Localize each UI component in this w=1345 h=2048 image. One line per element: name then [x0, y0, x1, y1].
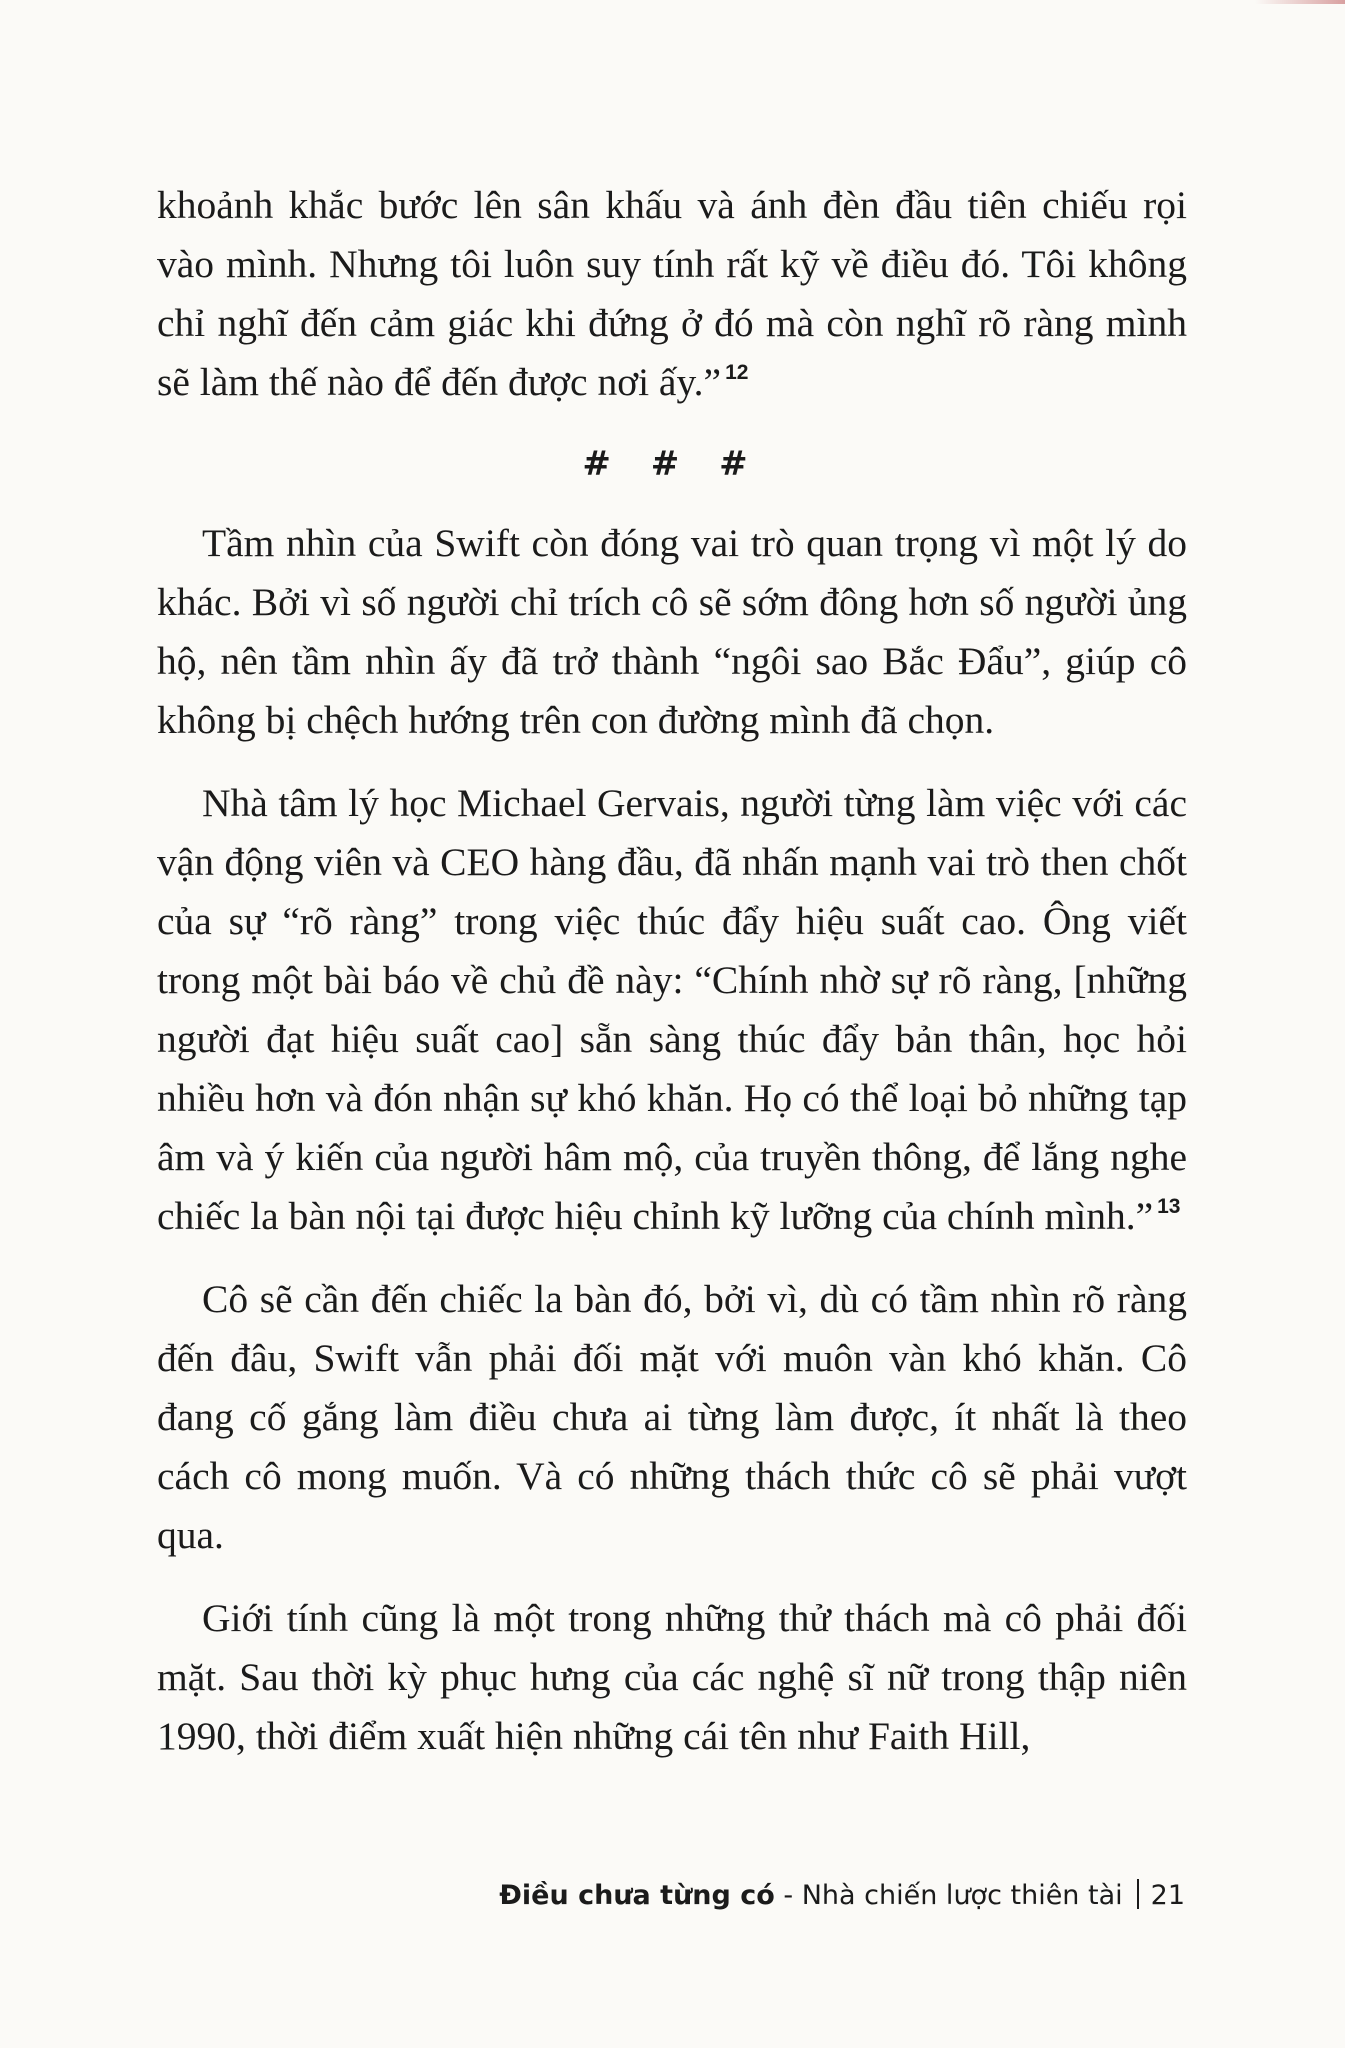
paragraph-text: Giới tính cũng là một trong những thử thách mà cô phải đối mặt. Sau thời kỳ phục hưng của các nghệ sĩ nữ trong thập niên 1990, thời điểm xuất hiện những cái tên như Faith Hill,	[157, 1596, 1187, 1758]
paragraph-text: khoảnh khắc bước lên sân khấu và ánh đèn đầu tiên chiếu rọi vào mình. Nhưng tôi luôn suy tính rất kỹ về điều đó. Tôi không chỉ nghĩ đến cảm giác khi đứng ở đó mà còn nghĩ rõ ràng mình sẽ làm thế nào để đến được nơi ấy.”	[157, 183, 1187, 404]
page-number: 21	[1150, 1880, 1185, 1911]
paragraph-gender	[157, 1589, 1187, 1766]
footer-book-title: Điều chưa từng có	[499, 1880, 775, 1911]
paragraph-north-star	[157, 514, 1187, 750]
paragraph-continuation	[157, 176, 1187, 412]
paragraph-compass	[157, 1270, 1187, 1565]
footnote-marker: 13	[1157, 1195, 1181, 1219]
page-body	[157, 176, 1187, 1766]
section-separator: # # #	[582, 444, 762, 484]
running-footer	[499, 1876, 1185, 1916]
footnote-marker: 12	[725, 361, 749, 385]
paragraph-text: Tầm nhìn của Swift còn đóng vai trò quan trọng vì một lý do khác. Bởi vì số người chỉ trích cô sẽ sớm đông hơn số người ủng hộ, nên tầm nhìn ấy đã trở thành “ngôi sao Bắc Đẩu”, giúp cô không bị chệch hướng trên con đường mình đã chọn.	[157, 521, 1187, 742]
paragraph-text: Cô sẽ cần đến chiếc la bàn đó, bởi vì, dù có tầm nhìn rõ ràng đến đâu, Swift vẫn phải đối mặt với muôn vàn khó khăn. Cô đang cố gắng làm điều chưa ai từng làm được, ít nhất là theo cách cô mong muốn. Và có những thách thức cô sẽ phải vượt qua.	[157, 1277, 1187, 1557]
footer-divider	[1137, 1879, 1139, 1909]
footer-chapter-title: Nhà chiến lược thiên tài	[801, 1880, 1123, 1911]
paragraph-text: Nhà tâm lý học Michael Gervais, người từng làm việc với các vận động viên và CEO hàng đầu, đã nhấn mạnh vai trò then chốt của sự “rõ ràng” trong việc thúc đẩy hiệu suất cao. Ông viết trong một bài báo về chủ đề này: “Chính nhờ sự rõ ràng, [những người đạt hiệu suất cao] sẵn sàng thúc đẩy bản thân, học hỏi nhiều hơn và đón nhận sự khó khăn. Họ có thể loại bỏ những tạp âm và ý kiến của người hâm mộ, của truyền thông, để lắng nghe chiếc la bàn nội tại được hiệu chỉnh kỹ lưỡng của chính mình.”	[157, 781, 1187, 1238]
footer-dash: -	[783, 1880, 794, 1911]
page-edge-mark	[1255, 0, 1345, 4]
paragraph-gervais	[157, 774, 1187, 1246]
